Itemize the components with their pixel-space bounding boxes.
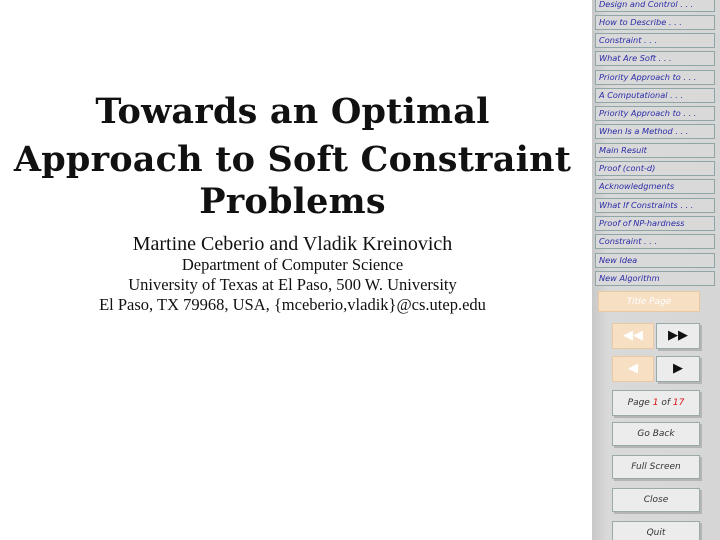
nav-item-acknowledgments[interactable]: Acknowledgments — [595, 179, 715, 194]
nav-item-new-algorithm[interactable]: New Algorithm — [595, 271, 715, 286]
nav-item-new-idea[interactable]: New Idea — [595, 253, 715, 268]
affiliation-line-3: El Paso, TX 79968, USA, {mceberio,vladik}@cs.utep.edu — [99, 295, 486, 314]
nav-item-when-is-a-method[interactable]: When Is a Method . . . — [595, 124, 715, 139]
nav-item-a-computational[interactable]: A Computational . . . — [595, 88, 715, 103]
fast-forward-button[interactable] — [656, 323, 700, 349]
next-icon: ▶ — [673, 361, 683, 376]
nav-item-what-if-constraints[interactable]: What If Constraints . . . — [595, 198, 715, 213]
previous-page-button[interactable] — [612, 356, 654, 382]
next-page-button[interactable] — [656, 356, 700, 382]
quit-button[interactable]: Quit — [612, 521, 700, 540]
nav-item-main-result[interactable]: Main Result — [595, 143, 715, 158]
affiliation-line-1: Department of Computer Science — [181, 255, 404, 274]
title-line-1: Towards an Optimal — [95, 91, 490, 132]
nav-item-constraint[interactable]: Constraint . . . — [595, 33, 715, 48]
nav-item-priority-approach[interactable]: Priority Approach to . . . — [595, 70, 715, 85]
nav-item-design-and-control[interactable]: Design and Control . . . — [595, 0, 715, 12]
title-line-2: Approach to Soft Constraint — [13, 139, 572, 180]
page-prefix: Page — [627, 398, 650, 408]
go-back-button[interactable]: Go Back — [612, 422, 700, 446]
title-line-3: Problems — [199, 181, 386, 222]
page-of: of — [661, 398, 671, 408]
rewind-icon: ◀◀ — [623, 328, 643, 343]
nav-item-constraint-2[interactable]: Constraint . . . — [595, 234, 715, 249]
nav-item-how-to-describe[interactable]: How to Describe . . . — [595, 15, 715, 30]
full-screen-button[interactable]: Full Screen — [612, 455, 700, 479]
nav-item-proof-of-np-hardness[interactable]: Proof of NP-hardness — [595, 216, 715, 231]
fast-forward-icon: ▶▶ — [668, 328, 688, 343]
affiliation-line-2: University of Texas at El Paso, 500 W. University — [128, 275, 457, 294]
close-button[interactable]: Close — [612, 488, 700, 512]
page-current: 1 — [652, 398, 659, 408]
title-page-button[interactable]: Title Page — [598, 291, 700, 312]
rewind-button[interactable] — [612, 323, 654, 349]
nav-item-priority-approach-2[interactable]: Priority Approach to . . . — [595, 106, 715, 121]
previous-icon: ◀ — [628, 361, 638, 376]
page-indicator — [612, 390, 700, 416]
nav-item-what-are-soft[interactable]: What Are Soft . . . — [595, 51, 715, 66]
nav-item-proof-cont-d[interactable]: Proof (cont-d) — [595, 161, 715, 176]
authors: Martine Ceberio and Vladik Kreinovich — [132, 233, 453, 255]
page-total: 17 — [672, 398, 685, 408]
